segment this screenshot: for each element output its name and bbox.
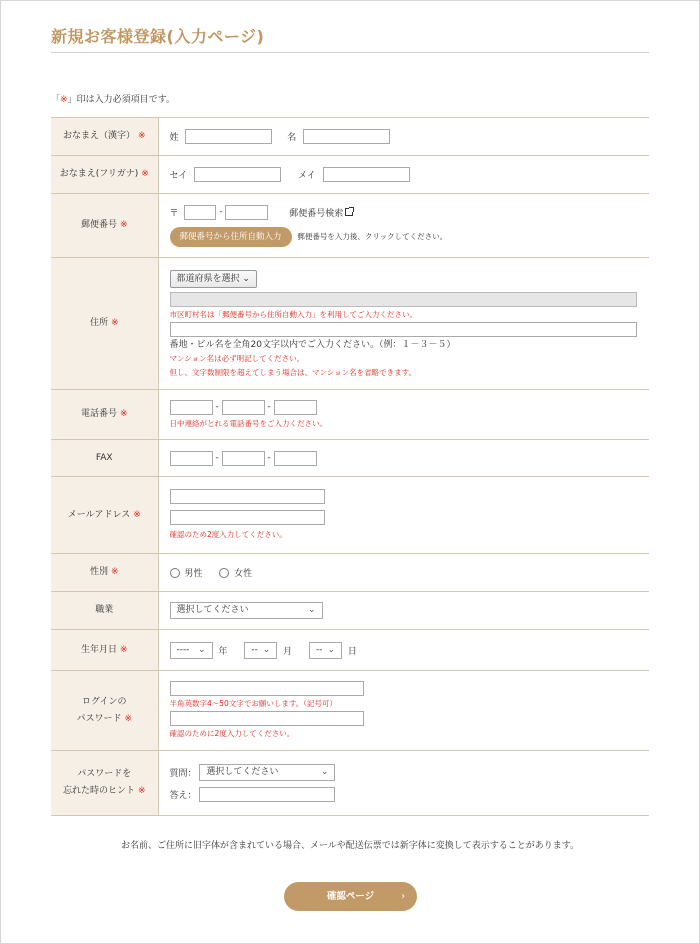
last-name-kana-input[interactable]	[194, 167, 281, 182]
label-phone: 電話番号 ※	[51, 390, 158, 440]
row-name-kana: おなまえ(フリガナ) ※ セイ メイ	[51, 156, 649, 194]
external-link-icon	[345, 208, 353, 216]
required-note: 「※」印は入力必須項目です。	[51, 95, 175, 105]
row-password: ログインの パスワード ※ 半角英数字4～50文字でお願いします。（記号可） 確認のために2度入力してください。	[51, 671, 649, 751]
first-name-kana-input[interactable]	[323, 167, 410, 182]
chevron-down-icon: ⌄	[262, 644, 271, 655]
phone-2-input[interactable]	[222, 400, 265, 415]
fax-1-input[interactable]	[170, 451, 213, 466]
label-password: ログインの パスワード ※	[51, 671, 158, 751]
row-password-hint: パスワードを 忘れた時のヒント ※ 質問： 選択してください ⌄ 答え：	[51, 751, 649, 816]
chevron-down-icon: ⌄	[307, 605, 316, 615]
password-input[interactable]	[170, 681, 364, 696]
postal-search-link[interactable]: 郵便番号検索	[289, 208, 344, 219]
fax-2-input[interactable]	[222, 451, 265, 466]
gender-female-radio[interactable]	[219, 568, 229, 578]
chevron-down-icon: ⌄	[327, 644, 336, 655]
chevron-down-icon: ⌄	[197, 644, 206, 655]
row-gender: 性別 ※ 男性 女性	[51, 554, 649, 592]
label-gender: 性別 ※	[51, 554, 158, 592]
first-name-input[interactable]	[303, 129, 390, 144]
label-fax: FAX	[51, 440, 158, 477]
bottom-note: お名前、ご住所に旧字体が含まれている場合、メールや配送伝票では新字体に変換して表示することがあります。	[120, 841, 580, 851]
hint-answer-input[interactable]	[199, 787, 335, 802]
label-email: メールアドレス ※	[51, 477, 158, 554]
row-name-kanji: おなまえ（漢字） ※ 姓 名	[51, 118, 649, 156]
phone-1-input[interactable]	[170, 400, 213, 415]
label-address: 住所 ※	[51, 258, 158, 390]
birth-month-select[interactable]: -- ⌄	[244, 642, 277, 659]
required-mark: ※	[60, 95, 68, 105]
phone-3-input[interactable]	[274, 400, 317, 415]
label-occupation: 職業	[51, 592, 158, 630]
registration-form	[51, 117, 649, 816]
row-phone: 電話番号 ※ - - 日中連絡がとれる電話番号をご入力ください。	[51, 390, 649, 440]
fax-3-input[interactable]	[274, 451, 317, 466]
chevron-right-icon: ›	[401, 891, 405, 902]
birth-year-select[interactable]: ---- ⌄	[170, 642, 213, 659]
chevron-down-icon: ⌄	[242, 274, 250, 284]
hint-question-select[interactable]: 選択してください ⌄	[199, 764, 335, 781]
street-input[interactable]	[170, 322, 637, 337]
label-name-kanji: おなまえ（漢字） ※	[51, 118, 158, 156]
birth-day-select[interactable]: -- ⌄	[309, 642, 342, 659]
row-fax: FAX - -	[51, 440, 649, 477]
email-input[interactable]	[170, 489, 325, 504]
postal-autofill-button[interactable]: 郵便番号から住所自動入力	[170, 227, 292, 247]
label-password-hint: パスワードを 忘れた時のヒント ※	[51, 751, 158, 816]
row-email: メールアドレス ※ 確認のため2度入力してください。	[51, 477, 649, 554]
chevron-down-icon: ⌄	[320, 767, 329, 777]
row-address: 住所 ※ 都道府県を選択 ⌄ 市区町村名は「郵便番号から住所自動入力」を利用してご入力ください。 番地・ビル名を全角20文字以内でご入力ください。（例：１－３－５） マンション名は必ず明記してください。 但し、文字数制限を超えてしまう場合は、マンション名を省略できます。	[51, 258, 649, 390]
gender-male-radio[interactable]	[170, 568, 180, 578]
row-occupation	[51, 592, 649, 630]
occupation-select[interactable]: 選択してください ⌄	[170, 602, 323, 619]
city-input[interactable]	[170, 292, 637, 307]
prefecture-select-button[interactable]: 都道府県を選択 ⌄	[170, 270, 257, 288]
postal-code-1-input[interactable]	[184, 205, 216, 220]
page-title: 新規お客様登録(入力ページ)	[51, 27, 265, 46]
email-confirm-input[interactable]	[170, 510, 325, 525]
label-postal: 郵便番号 ※	[51, 194, 158, 258]
password-confirm-input[interactable]	[170, 711, 364, 726]
row-birthdate: 生年月日 ※ ---- ⌄ 年 -- ⌄ 月 -- ⌄ 日	[51, 630, 649, 671]
last-name-input[interactable]	[185, 129, 272, 144]
confirm-page-button[interactable]: 確認ページ ›	[284, 882, 417, 911]
label-birthdate: 生年月日 ※	[51, 630, 158, 671]
row-postal: 郵便番号 ※ 〒 - 郵便番号検索 郵便番号から住所自動入力 郵便番号を入力後、クリックしてください。	[51, 194, 649, 258]
postal-code-2-input[interactable]	[225, 205, 268, 220]
label-name-kana: おなまえ(フリガナ) ※	[51, 156, 158, 194]
title-divider	[51, 52, 649, 53]
